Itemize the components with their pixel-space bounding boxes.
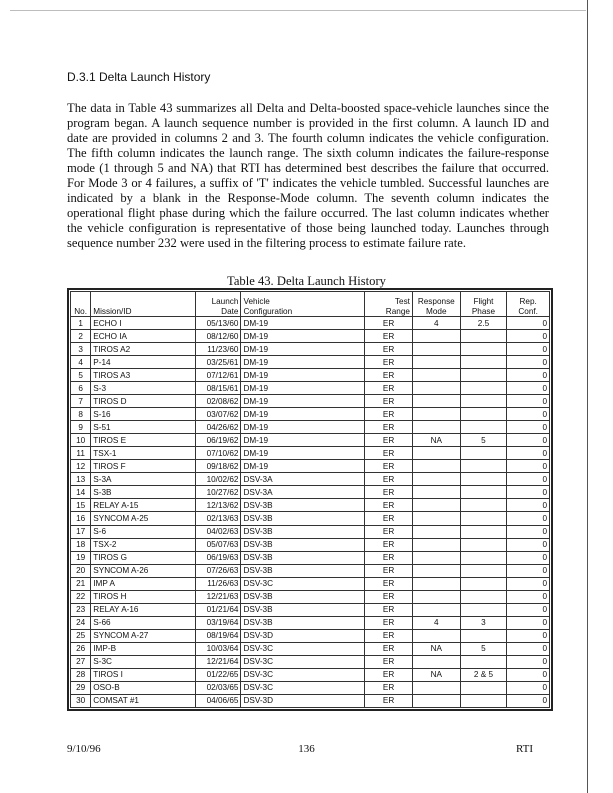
cell-range: ER [365, 473, 413, 486]
cell-rep-conf: 0 [507, 551, 550, 564]
cell-range: ER [365, 655, 413, 668]
cell-vehicle: DSV-3B [241, 512, 365, 525]
cell-flight-phase [460, 369, 507, 382]
cell-response-mode [412, 499, 460, 512]
cell-range: ER [365, 382, 413, 395]
cell-rep-conf: 0 [507, 512, 550, 525]
cell-rep-conf: 0 [507, 343, 550, 356]
cell-response-mode [412, 603, 460, 616]
footer-page-number: 136 [298, 743, 315, 755]
cell-no: 10 [71, 434, 91, 447]
cell-vehicle: DSV-3B [241, 616, 365, 629]
cell-range: ER [365, 629, 413, 642]
cell-response-mode: NA [412, 668, 460, 681]
cell-rep-conf: 0 [507, 577, 550, 590]
table-row [71, 421, 550, 434]
cell-rep-conf: 0 [507, 473, 550, 486]
table-row [71, 369, 550, 382]
cell-mission: TIROS D [91, 395, 196, 408]
cell-date: 06/19/63 [195, 551, 241, 564]
table-row [71, 655, 550, 668]
cell-response-mode [412, 655, 460, 668]
cell-flight-phase [460, 486, 507, 499]
cell-range: ER [365, 460, 413, 473]
cell-no: 20 [71, 564, 91, 577]
table-row [71, 642, 550, 655]
cell-no: 2 [71, 330, 91, 343]
cell-range: ER [365, 343, 413, 356]
cell-range: ER [365, 317, 413, 330]
table-caption: Table 43. Delta Launch History [227, 274, 386, 288]
cell-no: 25 [71, 629, 91, 642]
cell-flight-phase [460, 382, 507, 395]
cell-date: 07/26/63 [195, 564, 241, 577]
cell-flight-phase [460, 603, 507, 616]
cell-rep-conf: 0 [507, 538, 550, 551]
cell-range: ER [365, 421, 413, 434]
table-row [71, 616, 550, 629]
cell-response-mode: NA [412, 434, 460, 447]
cell-range: ER [365, 538, 413, 551]
cell-mission: ECHO I [91, 317, 196, 330]
cell-mission: S-16 [91, 408, 196, 421]
cell-vehicle: DM-19 [241, 369, 365, 382]
cell-range: ER [365, 434, 413, 447]
cell-vehicle: DSV-3A [241, 473, 365, 486]
cell-vehicle: DM-19 [241, 317, 365, 330]
cell-vehicle: DSV-3C [241, 668, 365, 681]
table-header-row [71, 292, 550, 317]
header-rep-conf: Rep. Conf. [507, 292, 550, 317]
cell-range: ER [365, 603, 413, 616]
cell-rep-conf: 0 [507, 694, 550, 707]
cell-flight-phase [460, 551, 507, 564]
cell-date: 08/15/61 [195, 382, 241, 395]
cell-date: 03/25/61 [195, 356, 241, 369]
cell-rep-conf: 0 [507, 486, 550, 499]
cell-response-mode [412, 395, 460, 408]
cell-response-mode [412, 369, 460, 382]
cell-vehicle: DSV-3B [241, 538, 365, 551]
table-row [71, 486, 550, 499]
header-no: No. [71, 292, 91, 317]
cell-vehicle: DSV-3D [241, 629, 365, 642]
cell-flight-phase [460, 694, 507, 707]
cell-vehicle: DM-19 [241, 447, 365, 460]
cell-range: ER [365, 590, 413, 603]
cell-mission: TIROS F [91, 460, 196, 473]
cell-no: 9 [71, 421, 91, 434]
table-row [71, 447, 550, 460]
top-rule [10, 10, 586, 11]
cell-mission: TSX-2 [91, 538, 196, 551]
cell-response-mode [412, 447, 460, 460]
cell-vehicle: DSV-3C [241, 642, 365, 655]
table-row [71, 551, 550, 564]
cell-flight-phase [460, 447, 507, 460]
cell-mission: TIROS A3 [91, 369, 196, 382]
cell-flight-phase: 5 [460, 642, 507, 655]
cell-range: ER [365, 356, 413, 369]
cell-rep-conf: 0 [507, 616, 550, 629]
cell-date: 02/13/63 [195, 512, 241, 525]
cell-date: 02/03/65 [195, 681, 241, 694]
cell-flight-phase [460, 499, 507, 512]
cell-vehicle: DM-19 [241, 395, 365, 408]
cell-range: ER [365, 512, 413, 525]
cell-mission: S-66 [91, 616, 196, 629]
cell-vehicle: DM-19 [241, 408, 365, 421]
cell-no: 17 [71, 525, 91, 538]
cell-date: 08/12/60 [195, 330, 241, 343]
cell-response-mode [412, 694, 460, 707]
cell-vehicle: DSV-3B [241, 551, 365, 564]
cell-no: 16 [71, 512, 91, 525]
cell-response-mode [412, 590, 460, 603]
table-row [71, 330, 550, 343]
cell-range: ER [365, 564, 413, 577]
cell-no: 23 [71, 603, 91, 616]
cell-no: 26 [71, 642, 91, 655]
cell-mission: S-3A [91, 473, 196, 486]
cell-range: ER [365, 525, 413, 538]
cell-response-mode [412, 512, 460, 525]
table-row [71, 668, 550, 681]
cell-date: 08/19/64 [195, 629, 241, 642]
cell-date: 12/21/64 [195, 655, 241, 668]
cell-response-mode [412, 473, 460, 486]
cell-date: 07/10/62 [195, 447, 241, 460]
cell-date: 01/22/65 [195, 668, 241, 681]
cell-vehicle: DSV-3B [241, 603, 365, 616]
cell-range: ER [365, 499, 413, 512]
cell-range: ER [365, 616, 413, 629]
cell-flight-phase [460, 577, 507, 590]
table-body [71, 317, 550, 708]
cell-rep-conf: 0 [507, 434, 550, 447]
cell-no: 4 [71, 356, 91, 369]
cell-vehicle: DSV-3C [241, 655, 365, 668]
cell-response-mode [412, 408, 460, 421]
cell-date: 12/13/62 [195, 499, 241, 512]
header-mission: Mission/ID [91, 292, 196, 317]
cell-response-mode [412, 460, 460, 473]
cell-rep-conf: 0 [507, 330, 550, 343]
table-row [71, 499, 550, 512]
cell-date: 03/19/64 [195, 616, 241, 629]
cell-flight-phase [460, 629, 507, 642]
cell-flight-phase [460, 564, 507, 577]
cell-vehicle: DM-19 [241, 421, 365, 434]
cell-mission: COMSAT #1 [91, 694, 196, 707]
cell-date: 09/18/62 [195, 460, 241, 473]
cell-mission: S-3B [91, 486, 196, 499]
cell-no: 1 [71, 317, 91, 330]
cell-rep-conf: 0 [507, 395, 550, 408]
cell-rep-conf: 0 [507, 369, 550, 382]
launch-history-table [70, 291, 550, 708]
cell-no: 15 [71, 499, 91, 512]
table-row [71, 564, 550, 577]
table-row [71, 577, 550, 590]
cell-range: ER [365, 694, 413, 707]
cell-response-mode [412, 629, 460, 642]
cell-no: 27 [71, 655, 91, 668]
cell-flight-phase [460, 655, 507, 668]
cell-date: 04/02/63 [195, 525, 241, 538]
cell-response-mode [412, 343, 460, 356]
table-row [71, 525, 550, 538]
cell-mission: TIROS A2 [91, 343, 196, 356]
cell-no: 3 [71, 343, 91, 356]
cell-rep-conf: 0 [507, 382, 550, 395]
cell-date: 07/12/61 [195, 369, 241, 382]
cell-vehicle: DM-19 [241, 382, 365, 395]
cell-response-mode [412, 564, 460, 577]
table-row [71, 395, 550, 408]
cell-mission: TIROS G [91, 551, 196, 564]
cell-vehicle: DSV-3A [241, 486, 365, 499]
cell-range: ER [365, 668, 413, 681]
cell-no: 29 [71, 681, 91, 694]
cell-response-mode [412, 330, 460, 343]
section-heading: D.3.1 Delta Launch History [67, 70, 211, 84]
table-row [71, 460, 550, 473]
table-row [71, 538, 550, 551]
cell-flight-phase [460, 356, 507, 369]
cell-date: 05/07/63 [195, 538, 241, 551]
cell-mission: TSX-1 [91, 447, 196, 460]
cell-date: 04/26/62 [195, 421, 241, 434]
cell-no: 22 [71, 590, 91, 603]
cell-response-mode: NA [412, 642, 460, 655]
cell-date: 10/27/62 [195, 486, 241, 499]
footer-org: RTI [516, 743, 534, 755]
cell-range: ER [365, 681, 413, 694]
table-row [71, 603, 550, 616]
cell-vehicle: DSV-3C [241, 681, 365, 694]
cell-vehicle: DM-19 [241, 460, 365, 473]
cell-no: 11 [71, 447, 91, 460]
cell-vehicle: DSV-3D [241, 694, 365, 707]
cell-response-mode [412, 681, 460, 694]
cell-flight-phase [460, 395, 507, 408]
cell-flight-phase [460, 538, 507, 551]
cell-flight-phase: 2.5 [460, 317, 507, 330]
cell-range: ER [365, 447, 413, 460]
cell-no: 24 [71, 616, 91, 629]
cell-flight-phase [460, 460, 507, 473]
cell-rep-conf: 0 [507, 603, 550, 616]
cell-response-mode: 4 [412, 616, 460, 629]
cell-flight-phase [460, 408, 507, 421]
cell-date: 11/23/60 [195, 343, 241, 356]
cell-response-mode [412, 551, 460, 564]
cell-rep-conf: 0 [507, 525, 550, 538]
header-test-range: Test Range [365, 292, 413, 317]
cell-range: ER [365, 486, 413, 499]
cell-rep-conf: 0 [507, 681, 550, 694]
cell-vehicle: DSV-3C [241, 577, 365, 590]
cell-no: 6 [71, 382, 91, 395]
table-frame [67, 288, 553, 711]
cell-flight-phase [460, 343, 507, 356]
cell-no: 7 [71, 395, 91, 408]
table-row [71, 434, 550, 447]
header-response-mode: Response Mode [412, 292, 460, 317]
cell-mission: SYNCOM A-27 [91, 629, 196, 642]
table-row [71, 512, 550, 525]
cell-date: 01/21/64 [195, 603, 241, 616]
cell-no: 13 [71, 473, 91, 486]
cell-response-mode [412, 538, 460, 551]
table-row [71, 356, 550, 369]
cell-mission: S-51 [91, 421, 196, 434]
cell-no: 8 [71, 408, 91, 421]
cell-range: ER [365, 330, 413, 343]
cell-rep-conf: 0 [507, 408, 550, 421]
cell-no: 12 [71, 460, 91, 473]
cell-mission: S-3 [91, 382, 196, 395]
cell-vehicle: DSV-3B [241, 564, 365, 577]
cell-no: 19 [71, 551, 91, 564]
cell-mission: TIROS E [91, 434, 196, 447]
cell-range: ER [365, 395, 413, 408]
cell-vehicle: DSV-3B [241, 590, 365, 603]
cell-range: ER [365, 577, 413, 590]
cell-rep-conf: 0 [507, 317, 550, 330]
cell-response-mode [412, 577, 460, 590]
cell-date: 11/26/63 [195, 577, 241, 590]
cell-rep-conf: 0 [507, 447, 550, 460]
cell-flight-phase [460, 681, 507, 694]
cell-rep-conf: 0 [507, 421, 550, 434]
cell-date: 10/03/64 [195, 642, 241, 655]
table-row [71, 317, 550, 330]
cell-range: ER [365, 408, 413, 421]
cell-no: 28 [71, 668, 91, 681]
cell-mission: SYNCOM A-25 [91, 512, 196, 525]
cell-date: 05/13/60 [195, 317, 241, 330]
cell-response-mode [412, 486, 460, 499]
cell-flight-phase [460, 512, 507, 525]
cell-mission: S-3C [91, 655, 196, 668]
cell-range: ER [365, 642, 413, 655]
cell-flight-phase [460, 525, 507, 538]
cell-flight-phase: 3 [460, 616, 507, 629]
cell-rep-conf: 0 [507, 668, 550, 681]
cell-response-mode: 4 [412, 317, 460, 330]
cell-mission: SYNCOM A-26 [91, 564, 196, 577]
cell-flight-phase [460, 330, 507, 343]
cell-rep-conf: 0 [507, 460, 550, 473]
cell-mission: IMP A [91, 577, 196, 590]
cell-flight-phase: 5 [460, 434, 507, 447]
table-row [71, 694, 550, 707]
cell-rep-conf: 0 [507, 499, 550, 512]
cell-range: ER [365, 551, 413, 564]
cell-flight-phase: 2 & 5 [460, 668, 507, 681]
page-edge-rule [587, 0, 588, 793]
cell-response-mode [412, 382, 460, 395]
cell-vehicle: DM-19 [241, 356, 365, 369]
cell-date: 02/08/62 [195, 395, 241, 408]
cell-vehicle: DSV-3B [241, 499, 365, 512]
cell-flight-phase [460, 590, 507, 603]
cell-mission: IMP-B [91, 642, 196, 655]
table-row [71, 408, 550, 421]
cell-mission: TIROS H [91, 590, 196, 603]
cell-vehicle: DSV-3B [241, 525, 365, 538]
cell-no: 18 [71, 538, 91, 551]
cell-rep-conf: 0 [507, 642, 550, 655]
cell-mission: P-14 [91, 356, 196, 369]
header-flight-phase: Flight Phase [460, 292, 507, 317]
cell-range: ER [365, 369, 413, 382]
cell-mission: TIROS I [91, 668, 196, 681]
cell-no: 5 [71, 369, 91, 382]
footer-date: 9/10/96 [67, 743, 101, 755]
cell-mission: RELAY A-16 [91, 603, 196, 616]
cell-no: 30 [71, 694, 91, 707]
cell-rep-conf: 0 [507, 564, 550, 577]
table-row [71, 590, 550, 603]
table-row [71, 343, 550, 356]
cell-rep-conf: 0 [507, 655, 550, 668]
table-row [71, 473, 550, 486]
table-row [71, 382, 550, 395]
cell-date: 12/21/63 [195, 590, 241, 603]
cell-date: 10/02/62 [195, 473, 241, 486]
cell-response-mode [412, 356, 460, 369]
cell-rep-conf: 0 [507, 356, 550, 369]
table-row [71, 629, 550, 642]
cell-vehicle: DM-19 [241, 330, 365, 343]
cell-date: 03/07/62 [195, 408, 241, 421]
cell-mission: S-6 [91, 525, 196, 538]
table-row [71, 681, 550, 694]
cell-mission: ECHO IA [91, 330, 196, 343]
cell-response-mode [412, 525, 460, 538]
cell-response-mode [412, 421, 460, 434]
cell-no: 21 [71, 577, 91, 590]
cell-vehicle: DM-19 [241, 343, 365, 356]
cell-flight-phase [460, 473, 507, 486]
header-vehicle-config: Vehicle Configuration [241, 292, 365, 317]
cell-mission: RELAY A-15 [91, 499, 196, 512]
cell-date: 06/19/62 [195, 434, 241, 447]
body-paragraph: The data in Table 43 summarizes all Delta and Delta-boosted space-vehicle launches since the program began. A launch sequence number is provided in the first column. A launch ID and date are provided in columns 2 and 3. The fourth column indicates the vehicle configuration. The fifth column indicates the launch range. The sixth column indicates the failure-response mode (1 through 5 and NA) that RTI has determined best describes the failure that occurred. For Mode 3 or 4 failures, a suffix of 'T' indicates the vehicle tumbled. Successful launches are indicated by a blank in the Response-Mode column. The seventh column indicates the operational flight phase during which the failure occurred. The last column indicates whether the vehicle configuration is representative of those being launched today. Launches through sequence number 232 were used in the filtering process to estimate failure rate. [67, 101, 549, 251]
cell-vehicle: DM-19 [241, 434, 365, 447]
cell-no: 14 [71, 486, 91, 499]
cell-rep-conf: 0 [507, 629, 550, 642]
cell-rep-conf: 0 [507, 590, 550, 603]
header-launch-date: Launch Date [195, 292, 241, 317]
cell-flight-phase [460, 421, 507, 434]
cell-date: 04/06/65 [195, 694, 241, 707]
cell-mission: OSO-B [91, 681, 196, 694]
